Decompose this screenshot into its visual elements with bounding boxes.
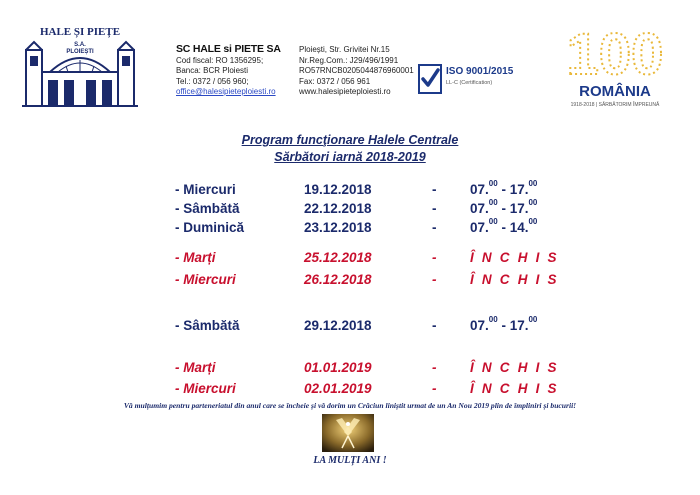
schedule-dash: -: [432, 201, 437, 216]
company-info: [176, 44, 281, 98]
logo-text-top: HALE ȘI PIEȚE: [39, 26, 121, 38]
schedule-hours: 07.00 - 17.00: [470, 179, 538, 197]
schedule-hours: 07.00 - 17.00: [470, 198, 538, 216]
schedule-date: 26.12.2018: [304, 272, 372, 287]
schedule-dash: -: [432, 182, 437, 197]
schedule-row-closed: [0, 360, 700, 378]
schedule-dash: -: [432, 318, 437, 333]
schedule-row-closed: [0, 272, 700, 290]
schedule-dash: -: [432, 360, 437, 375]
company-address: [299, 45, 414, 98]
address-iban: RO57RNCB0205044876960001: [299, 66, 414, 75]
romania-centenary-logo: [553, 22, 683, 112]
schedule-date: 01.01.2019: [304, 360, 372, 375]
champagne-glasses-icon: [322, 414, 374, 452]
company-name: SC HALE si PIETE SA: [176, 43, 281, 55]
schedule-dash: -: [432, 272, 437, 287]
company-bank: Banca: BCR Ploiesti: [176, 66, 249, 75]
schedule-day: - Miercuri: [175, 381, 236, 396]
logo-text-city: PLOIEȘTI: [66, 49, 94, 55]
schedule-day: - Sâmbătă: [175, 201, 240, 216]
iso-label: ISO 9001/2015: [446, 66, 514, 77]
schedule-day: - Duminică: [175, 220, 245, 235]
page-subtitle: Sărbători iarnă 2018-2019: [274, 150, 426, 164]
schedule-day: - Marți: [175, 360, 216, 375]
schedule-status-closed: Î N C H I S: [470, 272, 559, 287]
schedule-date: 02.01.2019: [304, 381, 372, 396]
schedule-row-closed: [0, 250, 700, 268]
iso-check-icon: [418, 64, 442, 94]
schedule-row: [0, 179, 700, 200]
schedule-row: [0, 315, 700, 336]
address-reg-com: Nr.Reg.Com.: J29/496/1991: [299, 55, 399, 65]
schedule-hours: 07.00 - 14.00: [470, 217, 538, 235]
thanks-message: Vă mulțumim pentru parteneriatul din anul care se încheie și vă dorim un Crăciun liniștit urmat de un An Nou 2019 plin de împliniri și bucurii!: [123, 401, 577, 410]
company-fiscal-code: Cod fiscal: RO 1356295;: [176, 55, 264, 65]
schedule-day: - Sâmbătă: [175, 318, 240, 333]
schedule-date: 29.12.2018: [304, 318, 372, 333]
company-email-link[interactable]: office@halesipieteploiesti.ro: [176, 87, 276, 96]
schedule-date: 19.12.2018: [304, 182, 372, 197]
romania-tagline: 1918-2018 | SĂRBĂTORIM ÎMPREUNĂ: [570, 102, 660, 108]
schedule-status-closed: Î N C H I S: [470, 381, 559, 396]
schedule-dash: -: [432, 381, 437, 396]
schedule-day: - Marți: [175, 250, 216, 265]
schedule-row: [0, 198, 700, 219]
schedule-row-closed: [0, 381, 700, 399]
schedule-date: 23.12.2018: [304, 220, 372, 235]
iso-sub-label: LL-C (Certification): [446, 80, 493, 86]
schedule-row: [0, 217, 700, 238]
schedule-dash: -: [432, 220, 437, 235]
greeting: LA MULȚI ANI !: [313, 455, 387, 466]
romania-name: ROMÂNIA: [579, 83, 651, 100]
company-phone: Tel.: 0372 / 056 960;: [176, 76, 249, 86]
page-title: Program funcţionare Halele Centrale: [241, 133, 459, 147]
schedule-date: 25.12.2018: [304, 250, 372, 265]
schedule-hours: 07.00 - 17.00: [470, 315, 538, 333]
centenary-number: 100: [566, 22, 664, 87]
address-fax: Fax: 0372 / 056 961: [299, 76, 371, 86]
hale-si-piete-logo: [20, 22, 140, 108]
schedule-status-closed: Î N C H I S: [470, 360, 559, 375]
schedule-dash: -: [432, 250, 437, 265]
logo-text-sub: S.A.: [74, 42, 86, 48]
schedule-date: 22.12.2018: [304, 201, 372, 216]
schedule-status-closed: Î N C H I S: [470, 250, 559, 265]
schedule-day: - Miercuri: [175, 272, 236, 287]
address-website[interactable]: www.halesipieteploiesti.ro: [299, 87, 391, 96]
address-street: Ploiești, Str. Grivitei Nr.15: [299, 45, 390, 54]
schedule-day: - Miercuri: [175, 182, 236, 197]
